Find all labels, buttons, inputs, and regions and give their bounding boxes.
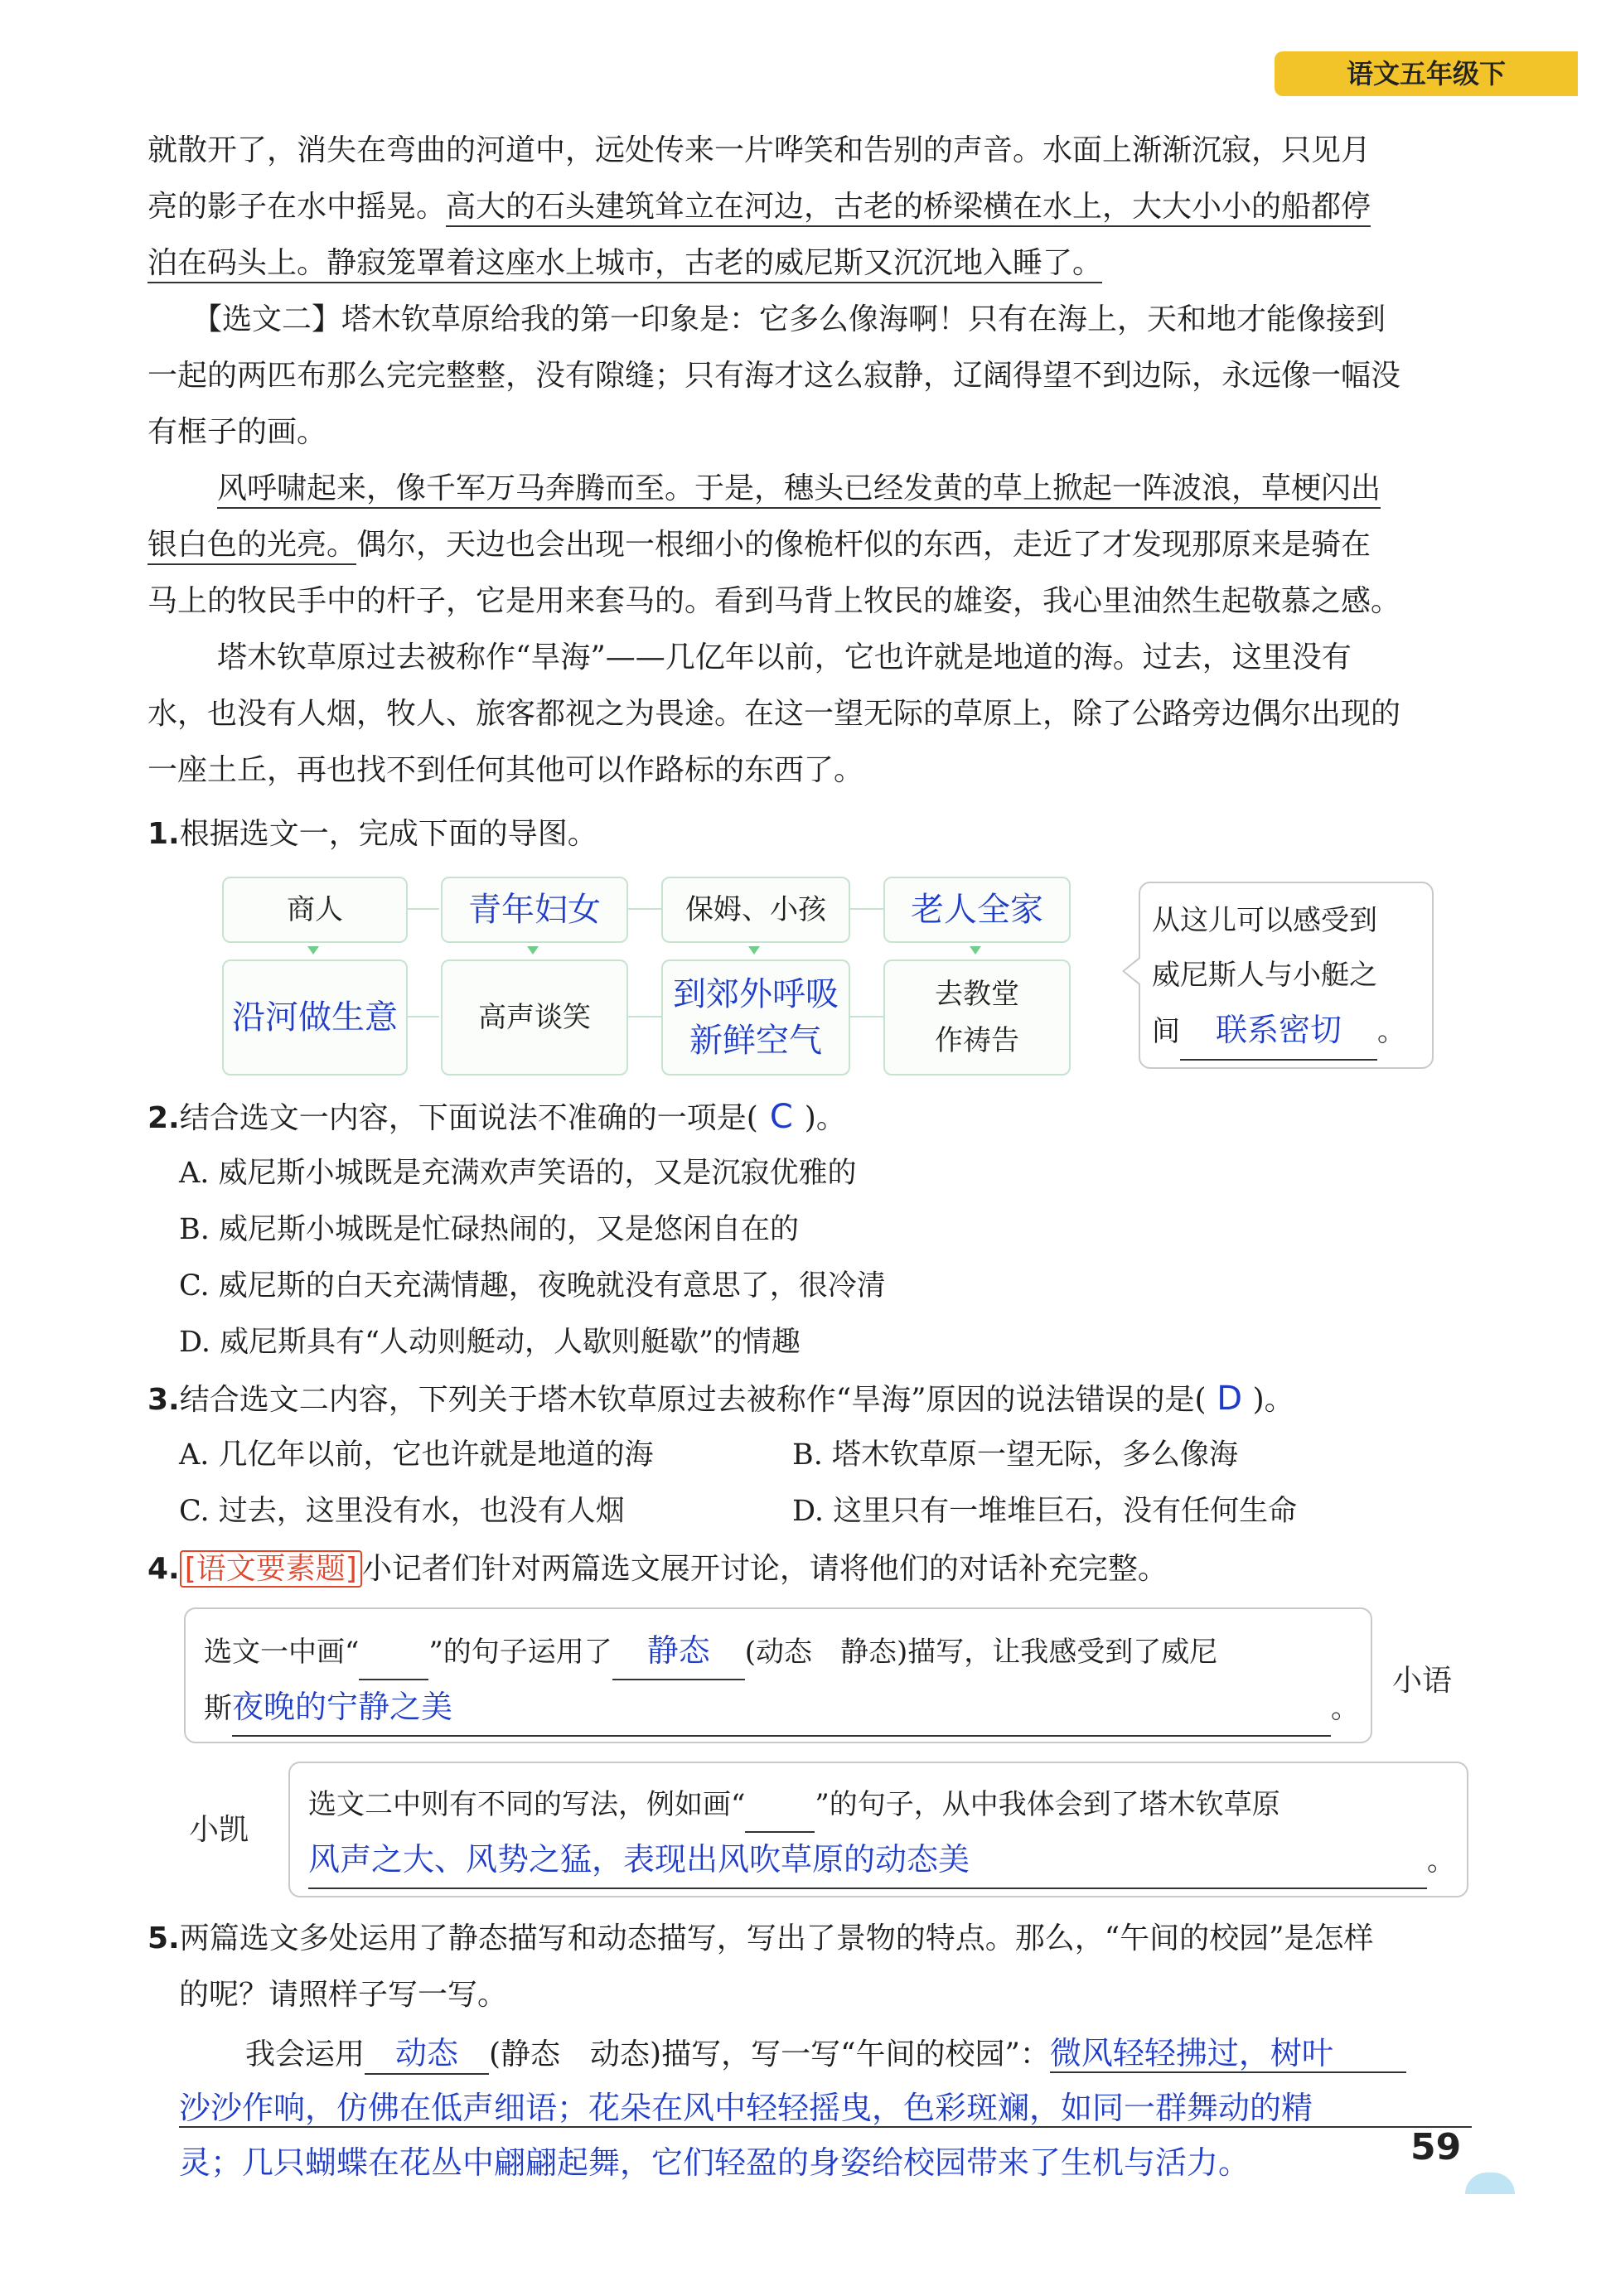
bubble-text xyxy=(1152,893,1405,1061)
thought-bubble xyxy=(1139,882,1434,1069)
question-2 xyxy=(148,1099,1473,1137)
passage-line xyxy=(148,189,1473,225)
answer-text: 沿河做生意 xyxy=(232,998,398,1037)
passage-line: 塔木钦草原过去被称作“旱海”——几亿年以前，它也许就是地道的海。过去，这里没有 xyxy=(217,640,1352,674)
dialogue-text xyxy=(204,1624,1359,1737)
option-a: A. 威尼斯小城既是充满欢声笑语的，又是沉寂优雅的 xyxy=(179,1157,857,1190)
dialogue-line xyxy=(204,1624,1359,1680)
answer-mid: (静态 动态)描写，写一写“午间的校园”： xyxy=(489,2037,1050,2071)
answer-text: 静态 xyxy=(646,1632,710,1669)
passage-line: 一座土丘，再也找不到任何其他可以作路标的东西了。 xyxy=(148,753,864,787)
question-tag: [语文要素题] xyxy=(180,1550,362,1588)
q5-answer-line xyxy=(245,2035,1571,2075)
passage-text: 偶尔，天边也会出现一根细小的像桅杆似的东西，走近了才发现那原来是骑在 xyxy=(356,528,1371,562)
answer-text: 夜晚的宁静之美 xyxy=(232,1689,453,1725)
map-connector xyxy=(404,908,439,910)
answer-text: 灵；几只蝴蝶在花丛中翩翩起舞，它们轻盈的身姿给校园带来了生机与活力。 xyxy=(179,2144,1250,2181)
box-text: 作祷告 xyxy=(935,1024,1019,1057)
map-box-bottom xyxy=(661,959,850,1075)
answer-pre: 我会运用 xyxy=(245,2037,365,2071)
map-box-bottom: 高声谈笑 xyxy=(441,959,628,1075)
answer-blank xyxy=(612,1624,745,1680)
bubble-end: 。 xyxy=(1377,1015,1405,1048)
passage-text: 亮的影子在水中摇晃。 xyxy=(148,190,447,224)
question-3 xyxy=(148,1380,1473,1419)
answer-blank xyxy=(359,1626,428,1680)
answer-text: C xyxy=(769,1098,793,1136)
map-connector xyxy=(404,1016,439,1017)
grade-subject-tab: 语文五年级下 xyxy=(1275,51,1578,96)
option-b: B. 塔木钦草原一望无际，多么像海 xyxy=(792,1438,1238,1472)
map-box-top: 保姆、小孩 xyxy=(661,877,850,943)
dialogue-box-2 xyxy=(288,1762,1468,1897)
question-text: )。 xyxy=(804,1101,846,1135)
question-text: 小记者们针对两篇选文展开讨论，请将他们的对话补充完整。 xyxy=(361,1552,1168,1586)
arrow-down-icon xyxy=(527,946,539,955)
dialogue-text-mid: ”的句子运用了 xyxy=(428,1636,612,1669)
map-box-top xyxy=(883,877,1071,943)
bubble-text-pre: 间 xyxy=(1152,1015,1180,1048)
answer-text: 风声之大、风势之猛，表现出风吹草原的动态美 xyxy=(308,1841,970,1878)
map-box-top: 商人 xyxy=(222,877,408,943)
passage-line xyxy=(148,527,1473,563)
question-5-cont: 的呢？请照样子写一写。 xyxy=(179,1978,508,2012)
speaker-xiaoyu: 小语 xyxy=(1392,1664,1453,1698)
dialogue-line xyxy=(204,1680,1359,1737)
map-connector xyxy=(626,1016,661,1017)
map-connector xyxy=(849,908,883,910)
map-box-bottom xyxy=(883,959,1071,1075)
passage-line xyxy=(217,471,1543,507)
arrow-down-icon xyxy=(748,946,760,955)
question-text: 结合选文一内容，下面说法不准确的一项是( xyxy=(179,1101,758,1135)
question-number: 4. xyxy=(148,1552,180,1586)
question-text: 两篇选文多处运用了静态描写和动态描写，写出了景物的特点。那么，“午间的校园”是怎样 xyxy=(179,1921,1374,1955)
option-c: C. 过去，这里没有水，也没有人烟 xyxy=(179,1495,625,1528)
dialogue-text-post: ”的句子，从中我体会到了塔木钦草原 xyxy=(815,1788,1280,1821)
map-connector xyxy=(849,1016,883,1017)
map-box-bottom xyxy=(222,959,408,1075)
dialogue-text-pre: 选文二中则有不同的写法，例如画“ xyxy=(308,1788,746,1821)
option-c: C. 威尼斯的白天充满情趣，夜晚就没有意思了，很冷清 xyxy=(179,1269,886,1303)
arrow-down-icon xyxy=(307,946,319,955)
option-d: D. 这里只有一堆堆巨石，没有任何生命 xyxy=(792,1495,1298,1528)
answer-text: 到郊外呼吸 xyxy=(673,975,839,1013)
map-box-top xyxy=(441,877,628,943)
underlined-sentence: 高大的石头建筑耸立在河边，古老的桥梁横在水上，大大小小的船都停 xyxy=(446,190,1371,227)
q5-answer-line xyxy=(179,2144,1505,2182)
question-number: 5. xyxy=(148,1921,180,1955)
dialogue-end: 。 xyxy=(1331,1692,1359,1725)
box-text: 去教堂 xyxy=(935,978,1019,1011)
answer-blank xyxy=(232,1680,1331,1737)
answer-text: 动态 xyxy=(395,2035,459,2071)
answer-blank xyxy=(308,1833,1427,1889)
answer-text: 沙沙作响，仿佛在低声细语；花朵在风中轻轻摇曳，色彩斑斓，如同一群舞动的精 xyxy=(179,2090,1472,2128)
underlined-sentence: 风呼啸起来，像千军万马奔腾而至。于是，穗头已经发黄的草上掀起一阵波浪，草梗闪出 xyxy=(217,471,1381,509)
passage-line: 马上的牧民手中的杆子，它是用来套马的。看到马背上牧民的雄姿，我心里油然生起敬慕之感。 xyxy=(148,584,1401,618)
arrow-down-icon xyxy=(970,946,981,955)
answer-blank xyxy=(745,1778,815,1833)
question-5 xyxy=(148,1921,1473,1957)
passage-line xyxy=(148,245,1473,282)
map-connector xyxy=(626,908,661,910)
bubble-line xyxy=(1152,1003,1405,1061)
option-a: A. 几亿年以前，它也许就是地道的海 xyxy=(179,1438,654,1472)
question-1 xyxy=(148,816,1473,853)
question-number: 2. xyxy=(148,1101,180,1135)
question-4 xyxy=(148,1551,1473,1588)
underlined-sentence: 银白色的光亮。 xyxy=(148,528,356,565)
q5-answer-line xyxy=(179,2090,1505,2128)
answer-blank xyxy=(365,2035,489,2075)
dialogue-end: 。 xyxy=(1427,1844,1455,1878)
bubble-pointer-fill xyxy=(1125,958,1141,984)
question-number: 3. xyxy=(148,1383,180,1417)
question-text: )。 xyxy=(1252,1383,1294,1417)
passage-line: 水，也没有人烟，牧人、旅客都视之为畏途。在这一望无际的草原上，除了公路旁边偶尔出现的 xyxy=(148,697,1401,731)
page-number: 59 xyxy=(1410,2126,1462,2168)
passage-line: 就散开了，消失在弯曲的河道中，远处传来一片哗笑和告别的声音。水面上渐渐沉寂，只见月 xyxy=(148,133,1371,167)
answer-text: 老人全家 xyxy=(911,891,1043,929)
option-d: D. 威尼斯具有“人动则艇动，人歇则艇歇”的情趣 xyxy=(179,1326,801,1359)
question-number: 1. xyxy=(148,817,180,851)
dialogue-line xyxy=(308,1833,1455,1889)
bubble-line: 从这儿可以感受到 xyxy=(1152,904,1377,937)
answer-text: 青年妇女 xyxy=(468,891,601,929)
option-b: B. 威尼斯小城既是忙碌热闹的，又是悠闲自在的 xyxy=(179,1213,799,1246)
dialogue-line xyxy=(308,1778,1455,1833)
bubble-line: 威尼斯人与小艇之 xyxy=(1152,959,1377,992)
dialogue-box-1 xyxy=(184,1607,1372,1743)
dialogue-text-pre: 选文一中画“ xyxy=(204,1636,360,1669)
answer-text: 联系密切 xyxy=(1215,1012,1342,1048)
passage-line: 一起的两匹布那么完完整整，没有隙缝；只有海才这么寂静，辽阔得望不到边际，永远像一幅没 xyxy=(148,359,1401,393)
dialogue-text-post: (动态 静态)描写，让我感受到了威尼 xyxy=(744,1636,1218,1669)
passage-line: 【选文二】塔木钦草原给我的第一印象是：它多么像海啊！只有在海上，天和地才能像接到 xyxy=(192,302,1386,336)
answer-text: 新鲜空气 xyxy=(689,1022,822,1060)
underlined-sentence: 泊在码头上。静寂笼罩着这座水上城市，古老的威尼斯又沉沉地入睡了。 xyxy=(148,246,1102,283)
question-text: 根据选文一，完成下面的导图。 xyxy=(179,817,597,851)
answer-text: 微风轻轻拂过，树叶 xyxy=(1050,2035,1406,2073)
dialogue-text xyxy=(308,1778,1455,1889)
answer-text: D xyxy=(1217,1380,1242,1418)
answer-blank xyxy=(1180,1003,1377,1061)
speaker-xiaokai: 小凯 xyxy=(189,1813,249,1847)
dialogue-text-pre: 斯 xyxy=(204,1692,232,1725)
passage-line: 有框子的画。 xyxy=(148,415,327,449)
question-text: 结合选文二内容，下列关于塔木钦草原过去被称作“旱海”原因的说法错误的是( xyxy=(179,1383,1207,1417)
